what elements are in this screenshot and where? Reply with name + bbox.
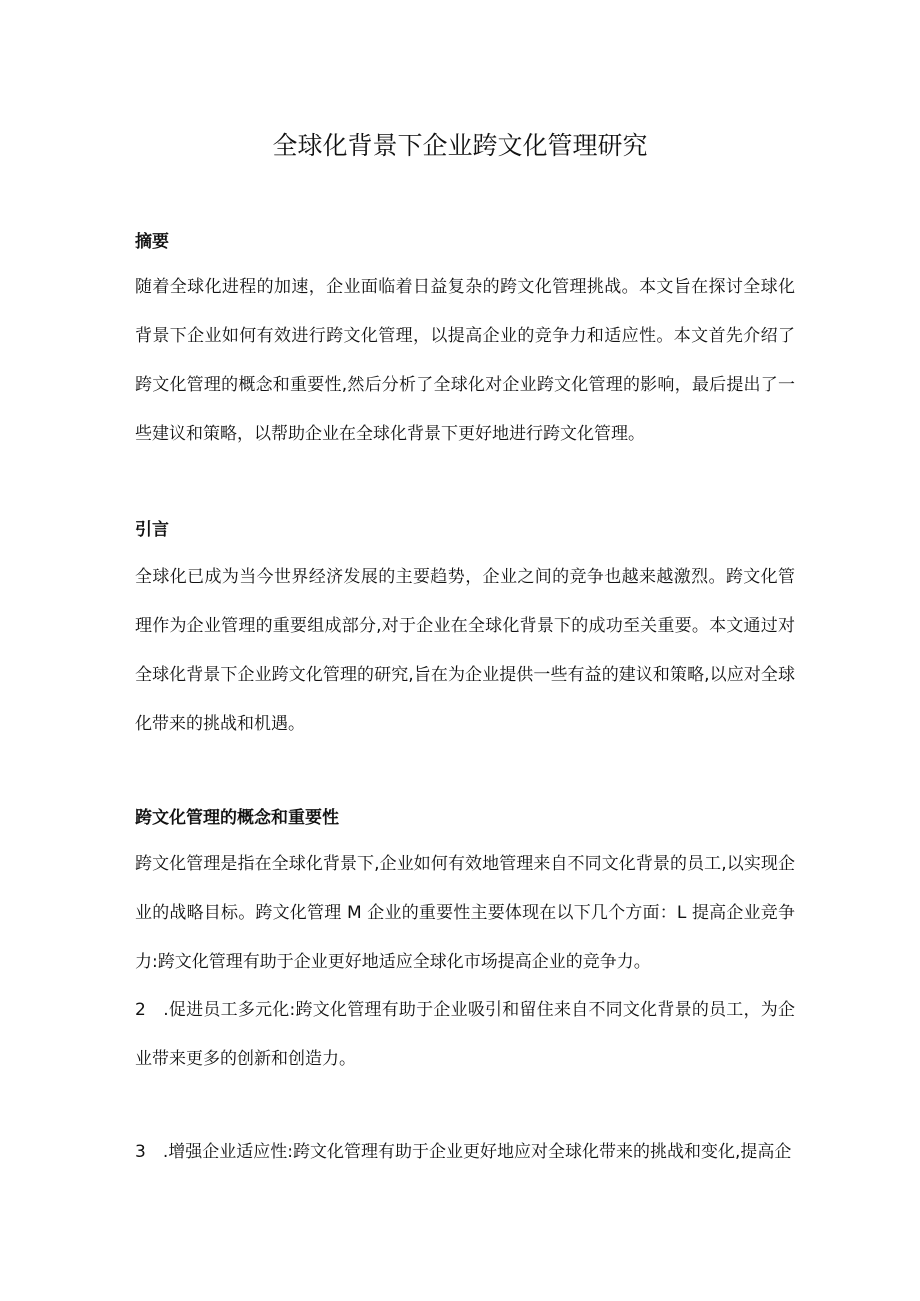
document-title: 全球化背景下企业跨文化管理研究 xyxy=(272,131,648,160)
abstract-paragraph: 随着全球化进程的加速，企业面临着日益复杂的跨文化管理挑战。本文旨在探讨全球化背景下企业如何有效进行跨文化管理，以提高企业的竞争力和适应性。本文首先介绍了跨文化管理的概念和重要性,然后分析了全球化对企业跨文化管理的影响，最后提出了一些建议和策略，以帮助企业在全球化背景下更好地进行跨文化管理。 xyxy=(135,277,795,444)
list-item-2: 2 .促进员工多元化:跨文化管理有助于企业吸引和留住来自不同文化背景的员工，为企业带来更多的创新和创造力。 xyxy=(135,1000,795,1069)
introduction-paragraph: 全球化已成为当今世界经济发展的主要趋势，企业之间的竞争也越来越激烈。跨文化管理作为企业管理的重要组成部分,对于企业在全球化背景下的成功至关重要。本文通过对全球化背景下企业跨文化管理的研究,旨在为企业提供一些有益的建议和策略,以应对全球化带来的挑战和机遇。 xyxy=(135,567,795,734)
introduction-heading: 引言 xyxy=(135,520,169,540)
list-item-3: 3 .增强企业适应性:跨文化管理有助于企业更好地应对全球化带来的挑战和变化,提高企 xyxy=(135,1142,792,1162)
concept-paragraph: 跨文化管理是指在全球化背景下,企业如何有效地管理来自不同文化背景的员工,以实现企业的战略目标。跨文化管理 M 企业的重要性主要体现在以下几个方面：L 提高企业竞争力:跨文化管理有助于企业更好地适应全球化市场提高企业的竞争力。 xyxy=(135,854,795,972)
concept-section-heading: 跨文化管理的概念和重要性 xyxy=(135,808,339,828)
abstract-heading: 摘要 xyxy=(135,232,169,252)
